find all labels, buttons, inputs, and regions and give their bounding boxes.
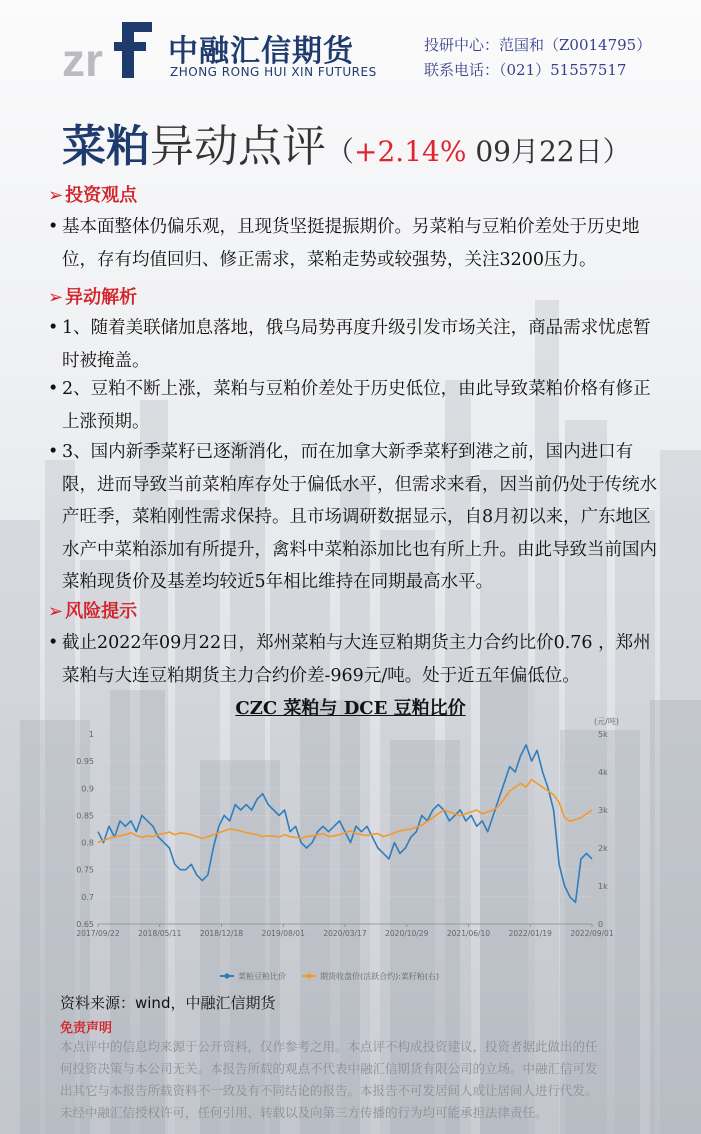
- legend-label: 期货收盘价(活跃合约):菜籽粕(右): [320, 972, 440, 981]
- bullet-icon: •: [48, 217, 59, 237]
- y-right-tick-label: 2k: [598, 844, 608, 853]
- y-left-tick-label: 0.8: [81, 838, 94, 848]
- y-right-tick-label: 3k: [598, 806, 608, 815]
- bullet-icon: •: [48, 379, 59, 399]
- title-date: 09月22日）: [466, 135, 631, 168]
- x-tick-label: 2022/01/19: [508, 929, 552, 938]
- y-right-tick-label: 5k: [598, 730, 608, 739]
- title-change: +2.14%: [354, 135, 467, 168]
- x-tick-label: 2017/09/22: [76, 929, 120, 938]
- x-tick-label: 2018/12/18: [199, 929, 244, 938]
- y-left-tick-label: 0.65: [76, 920, 94, 929]
- logo-company-name-cn: 中融汇信期货: [168, 34, 354, 69]
- contact-research: 投研中心：范国和（Z0014795）: [424, 36, 652, 54]
- y-right-tick-label: 4k: [598, 768, 608, 777]
- title-paren: （: [326, 135, 355, 168]
- section-view-title: ➢ 投资观点: [48, 185, 138, 206]
- series-price-line: [98, 780, 592, 843]
- y-left-tick-label: 0.95: [76, 757, 94, 767]
- chart-title: CZC 菜粕与 DCE 豆粕比价: [235, 698, 466, 719]
- x-tick-label: 2021/06/10: [446, 929, 491, 938]
- analysis-item: • 2、豆粕不断上涨，菜粕与豆粕价差处于历史低位，由此导致菜粕价格有修正上涨预期。: [48, 373, 668, 438]
- arrow-icon: ➢: [48, 287, 64, 308]
- section-risk-title: ➢ 风险提示: [48, 601, 138, 622]
- x-tick-label: 2018/05/11: [138, 929, 182, 938]
- page-title: [62, 110, 631, 174]
- disclaimer-line: 本点评中的信息均来源于公开资料，仅作参考之用。本点评不构成投资建议，投资者据此做出的任: [60, 1039, 598, 1054]
- disclaimer-text: [60, 1036, 660, 1124]
- risk-paragraph: • 截止2022年09月22日，郑州菜粕与大连豆粕期货主力合约比价0.76 ，郑州菜粕与大连豆粕期货主力合约价差-969元/吨。处于近五年偏低位。: [48, 627, 668, 692]
- disclaimer-line: 出其它与本报告所载资料不一致及有不同结论的报告。本报告不可发居间人或让居间人进行代发。: [60, 1083, 598, 1098]
- y-left-tick-label: 0.9: [81, 784, 94, 794]
- logo-company-name-en: ZHONG RONG HUI XIN FUTURES: [170, 65, 377, 79]
- ratio-price-chart: [70, 708, 630, 990]
- series-ratio-line: [98, 745, 592, 902]
- data-source: 资料来源：wind，中融汇信期货: [60, 994, 276, 1012]
- y-left-tick-label: 0.85: [76, 811, 94, 821]
- y-right-tick-label: 0: [598, 920, 604, 929]
- disclaimer-line: 何投资决策与本公司无关。本报告所载的观点不代表中融汇信期货有限公司的立场。中融汇信可发: [60, 1061, 598, 1076]
- y-left-tick-label: 0.75: [76, 865, 94, 875]
- logo-zrf-icon: [60, 12, 160, 82]
- disclaimer-line: 未经中融汇信授权许可，任何引用、转载以及向第三方传播的行为均可能承担法律责任。: [60, 1105, 548, 1120]
- bullet-icon: •: [48, 442, 59, 462]
- section-analysis-title: ➢ 异动解析: [48, 287, 138, 308]
- y-left-tick-label: 0.7: [81, 892, 94, 902]
- legend-marker: [224, 973, 229, 978]
- x-tick-label: 2020/03/17: [323, 929, 367, 938]
- x-tick-label: 2019/08/01: [261, 929, 305, 938]
- analysis-item: • 1、随着美联储加息落地，俄乌局势再度升级引发市场关注，商品需求忧虑暂时被掩盖。: [48, 312, 668, 377]
- x-tick-label: 2022/09/01: [570, 929, 614, 938]
- svg-text:zr: zr: [62, 34, 103, 82]
- bullet-icon: •: [48, 318, 59, 338]
- legend-label: 菜粕豆粕比价: [238, 972, 286, 981]
- title-label: 异动点评: [150, 121, 326, 172]
- analysis-item: • 3、国内新季菜籽已逐渐消化，而在加拿大新季菜籽到港之前，国内进口有限，进而导致当前菜粕库存处于偏低水平，但需求来看，因当前仍处于传统水产旺季，菜粕刚性需求保持。且市场调研数据显示，自8月初以来，广东地区水产中菜粕添加有所提升，禽料中菜粕添加比也有所上升。由此导致当前国内菜粕现货价及基差均较近5年相比维持在同期最高水平。: [48, 436, 668, 599]
- arrow-icon: ➢: [48, 601, 64, 622]
- view-paragraph: • 基本面整体仍偏乐观，且现货坚挺提振期价。另菜粕与豆粕价差处于历史地位，存有均值回归、修正需求，菜粕走势或较强势，关注3200压力。: [48, 211, 668, 276]
- arrow-icon: ➢: [48, 185, 64, 206]
- title-product: 菜粕: [62, 121, 150, 172]
- y-right-unit-label: (元/吨): [594, 717, 619, 726]
- x-tick-label: 2020/10/29: [385, 929, 429, 938]
- contact-phone: 联系电话：（021）51557517: [424, 61, 627, 79]
- company-logo: [60, 12, 380, 82]
- y-right-tick-label: 1k: [598, 882, 608, 891]
- y-left-tick-label: 1: [88, 730, 94, 739]
- disclaimer-title: 免责声明: [60, 1021, 113, 1036]
- legend-marker: [306, 973, 311, 978]
- bullet-icon: •: [48, 633, 59, 653]
